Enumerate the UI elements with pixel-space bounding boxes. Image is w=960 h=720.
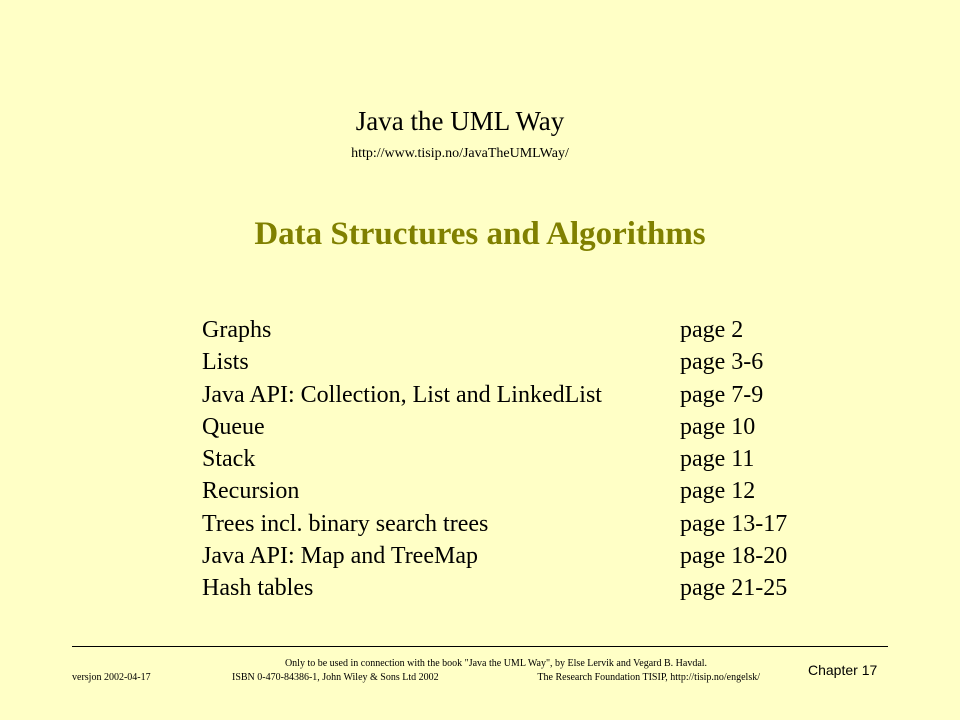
toc-topic: Recursion xyxy=(202,478,300,505)
footer-foundation: The Research Foundation TISIP, http://tisip.no/engelsk/ xyxy=(537,672,760,683)
toc-page: page 21-25 xyxy=(680,575,788,602)
footer-isbn: ISBN 0-470-84386-1, John Wiley & Sons Ltd 2002 xyxy=(232,672,439,683)
footer-chapter: Chapter 17 xyxy=(808,662,878,678)
toc-row xyxy=(202,443,842,475)
toc-page: page 12 xyxy=(680,478,756,505)
book-title: Java the UML Way xyxy=(355,106,565,136)
toc-row xyxy=(202,346,842,378)
toc-row xyxy=(202,314,842,346)
chapter-title: Data Structures and Algorithms xyxy=(254,216,706,252)
toc-topic: Java API: Collection, List and LinkedList xyxy=(202,381,602,408)
toc-topic: Queue xyxy=(202,413,265,440)
toc-topic: Java API: Map and TreeMap xyxy=(202,543,478,570)
toc-row xyxy=(202,379,842,411)
toc-row xyxy=(202,540,842,572)
footer-notice-line: Only to be used in connection with the book "Java the UML Way", by Else Lervik and Vegard B. Havdal. xyxy=(284,658,708,669)
toc-topic: Hash tables xyxy=(202,575,314,602)
toc-row xyxy=(202,572,842,604)
toc-topic: Lists xyxy=(202,349,249,376)
toc-page: page 11 xyxy=(680,446,755,473)
toc-page: page 3-6 xyxy=(680,349,764,376)
toc-page: page 7-9 xyxy=(680,381,764,408)
table-of-contents xyxy=(202,314,842,605)
toc-page: page 18-20 xyxy=(680,543,788,570)
toc-row xyxy=(202,508,842,540)
toc-topic: Graphs xyxy=(202,317,272,343)
toc-row xyxy=(202,411,842,443)
toc-topic: Stack xyxy=(202,446,256,473)
toc-page: page 13-17 xyxy=(680,510,788,537)
toc-page: page 10 xyxy=(680,413,756,440)
toc-page: page 2 xyxy=(680,317,744,343)
footer-notice-line2 xyxy=(232,671,760,685)
footer-version: versjon 2002-04-17 xyxy=(72,672,151,683)
toc-row xyxy=(202,475,842,507)
toc-topic: Trees incl. binary search trees xyxy=(202,510,489,537)
footer-divider xyxy=(72,646,888,647)
footer-notice xyxy=(232,657,760,685)
book-url: http://www.tisip.no/JavaTheUMLWay/ xyxy=(351,146,569,161)
